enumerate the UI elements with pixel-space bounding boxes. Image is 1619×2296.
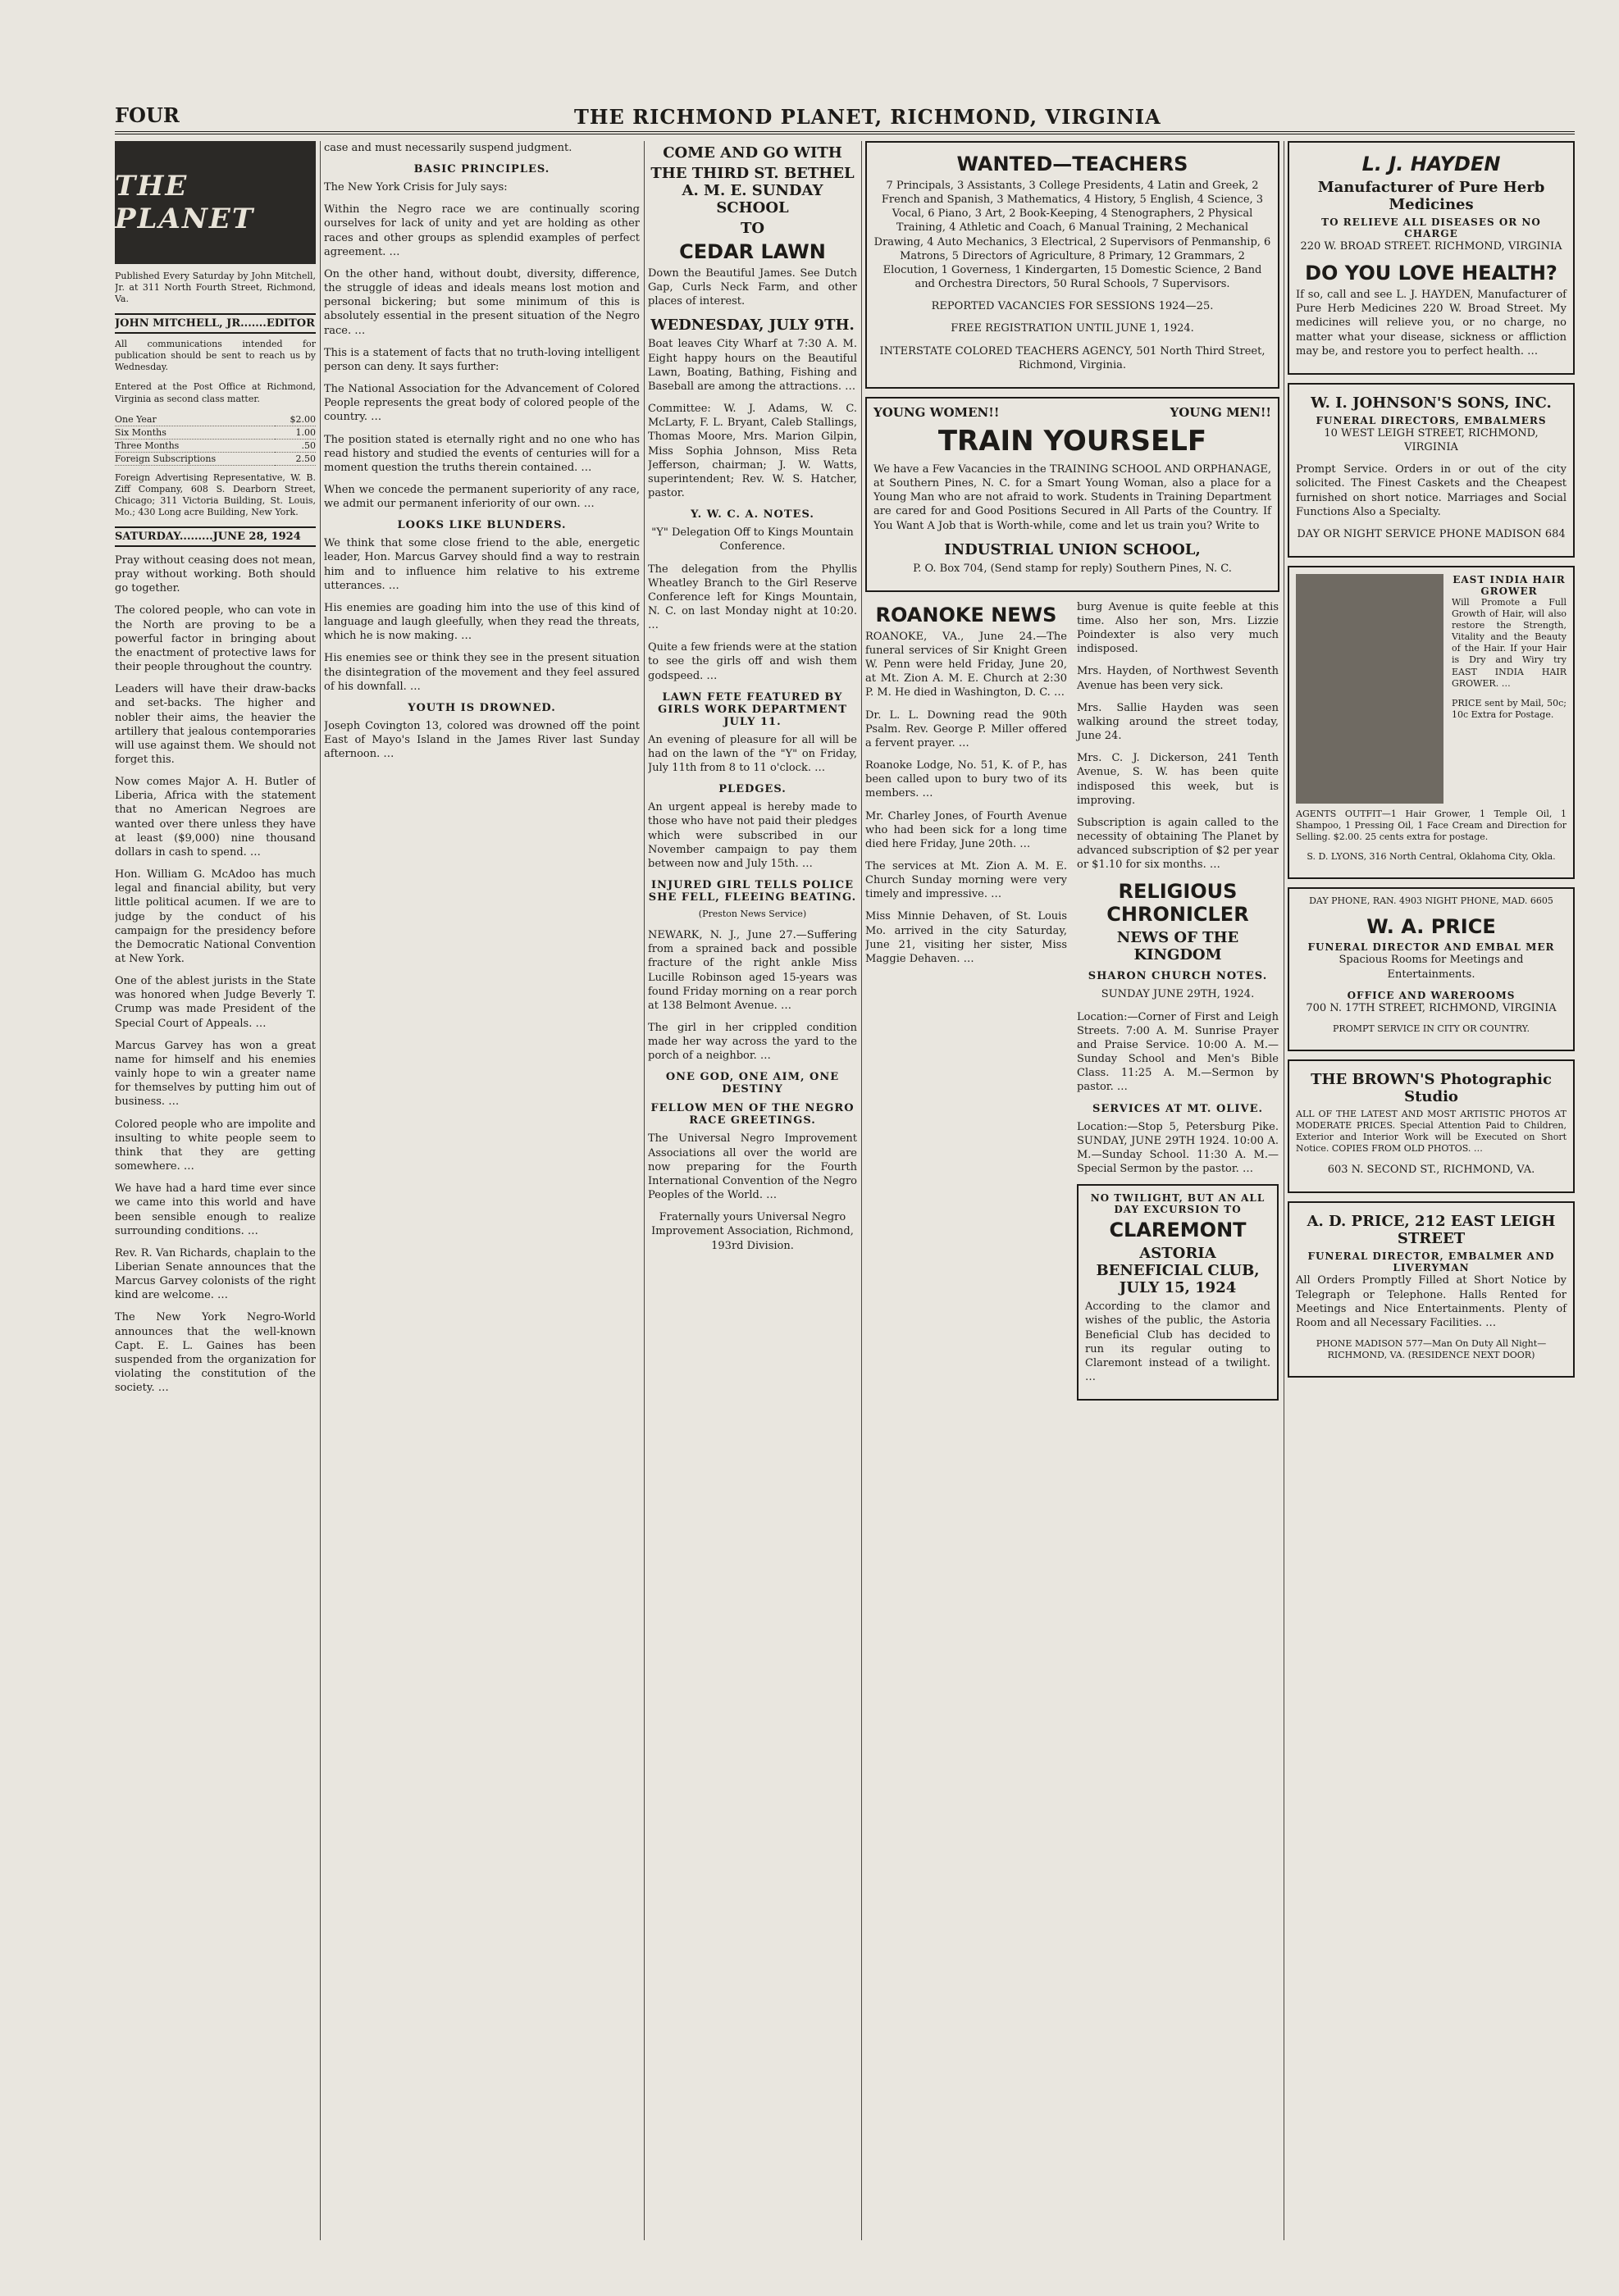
newspaper-title: THE RICHMOND PLANET, RICHMOND, VIRGINIA xyxy=(574,105,1161,129)
ad-label: YOUNG WOMEN!! xyxy=(873,404,1000,420)
price-ad xyxy=(1288,887,1575,1051)
article-paragraph: Joseph Covington 13, colored was drowned off the point East of Mayo's Island in the James River last Sunday afternoon. … xyxy=(324,719,640,761)
ad-line: TO RELIEVE ALL DISEASES OR NO CHARGE xyxy=(1321,216,1541,239)
rate-value: 1.00 xyxy=(275,426,316,439)
article-paragraph: When we concede the permanent superiority of any race, we admit our permanent inferiority of our own. … xyxy=(324,483,640,511)
ad-address: S. D. LYONS, 316 North Central, Oklahoma City, Okla. xyxy=(1307,851,1556,863)
ad-subhead: FUNERAL DIRECTORS, EMBALMERS xyxy=(1316,414,1547,426)
ad-body: Boat leaves City Wharf at 7:30 A. M. Eight happy hours on the Beautiful Lawn, Boating, Bathing, Fishing and Baseball are among the attractions. … xyxy=(648,338,857,393)
article-headline: PLEDGES. xyxy=(718,783,787,796)
article-paragraph: ROANOKE, VA., June 24.—The funeral services of Sir Knight Green W. Penn were held Friday, June 20, at Mt. Zion A. M. E. Church at 2:30 P. M. He died in Washington, D. C. … xyxy=(865,630,1067,699)
article-paragraph: Mrs. C. J. Dickerson, 241 Tenth Avenue, S. W. has been quite indisposed this week, but is improving. xyxy=(1077,752,1279,807)
ad-line: OFFICE AND WAREROOMS xyxy=(1347,989,1516,1001)
article-paragraph: The position stated is eternally right and no one who has read history and studied the events of centuries will for a moment question the truths therein contained. … xyxy=(324,433,640,474)
article-paragraph: Mr. Charley Jones, of Fourth Avenue who had been sick for a long time died here Friday, June 20th. … xyxy=(865,809,1067,850)
ad-body: Prompt Service. Orders in or out of the city solicited. The Finest Caskets and the Cheapest furnished on short notice. Marriages and Social Functions Also a Specialty. xyxy=(1296,463,1567,518)
ad-address: 700 N. 17TH STREET, RICHMOND, VIRGINIA xyxy=(1306,1001,1557,1014)
browns-ad xyxy=(1288,1059,1575,1193)
article-headline: BASIC PRINCIPLES. xyxy=(413,163,550,176)
rate-value: .50 xyxy=(275,439,316,452)
johnson-ad xyxy=(1288,383,1575,558)
ad-subhead: FUNERAL DIRECTOR, EMBALMER AND LIVERYMAN xyxy=(1307,1250,1555,1274)
article-source: (Preston News Service) xyxy=(698,909,807,919)
ad-address: INTERSTATE COLORED TEACHERS AGENCY, 501 North Third Street, Richmond, Virginia. xyxy=(879,344,1266,371)
article-paragraph: The services at Mt. Zion A. M. E. Church Sunday morning were very timely and impressive. … xyxy=(865,860,1067,901)
hayden-ad xyxy=(1288,141,1575,375)
article-paragraph: Dr. L. L. Downing read the 90th Psalm. Rev. George P. Miller offered a fervent prayer. … xyxy=(865,708,1067,749)
ad-line: TO xyxy=(740,220,765,237)
ad-subhead: ASTORIA BENEFICIAL CLUB, JULY 15, 1924 xyxy=(1096,1245,1260,1297)
editorial-paragraph: Pray without ceasing does not mean, pray without working. Both should go together. xyxy=(115,554,316,595)
article-paragraph: Location:—Stop 5, Petersburg Pike. SUNDAY, JUNE 29TH 1924. 10:00 A. M.—Sunday School. 11:30 A. M.—Special Sermon by the pastor. … xyxy=(1077,1120,1279,1176)
editorial-paragraph: One of the ablest jurists in the State was honored when Judge Beverly T. Crump was made President of the Special Court of Appeals. … xyxy=(115,975,316,1030)
rate-label: Foreign Subscriptions xyxy=(115,452,275,465)
issue-date: SATURDAY.........JUNE 28, 1924 xyxy=(115,526,316,547)
ad-price-ad xyxy=(1288,1201,1575,1378)
ad-headline: L. J. HAYDEN xyxy=(1361,153,1501,175)
rate-value: $2.00 xyxy=(275,413,316,426)
rate-row xyxy=(115,452,316,465)
claremont-ad xyxy=(1077,1184,1279,1401)
column-rule xyxy=(861,141,862,2240)
article-paragraph: The girl in her crippled condition made her way across the yard to the porch of a neighbor. … xyxy=(648,1022,857,1063)
page-number: FOUR xyxy=(115,103,180,127)
ad-line: NO TWILIGHT, BUT AN ALL DAY EXCURSION TO xyxy=(1090,1192,1266,1216)
article-headline: YOUTH IS DROWNED. xyxy=(408,701,556,714)
article-paragraph: Mrs. Hayden, of Northwest Seventh Avenue has been very sick. xyxy=(1077,665,1279,692)
wanted-teachers-ad xyxy=(865,141,1279,389)
news-split xyxy=(865,600,1279,1409)
ad-question: DO YOU LOVE HEALTH? xyxy=(1305,262,1557,285)
article-continuation: case and must necessarily suspend judgment. xyxy=(324,142,572,154)
rate-value: 2.50 xyxy=(275,452,316,465)
section-headline: RELIGIOUS CHRONICLER xyxy=(1106,880,1249,927)
article-paragraph: The delegation from the Phyllis Wheatley Branch to the Girl Reserve Conference left for Kings Mountain, N. C. on last Monday night at 10:20. … xyxy=(648,563,857,632)
editorial-paragraph: The colored people, who can vote in the North are proving to be a powerful factor in bringing about the enactment of protective laws for their people throughout the country. xyxy=(115,604,316,674)
rate-label: One Year xyxy=(115,413,275,426)
article-paragraph: His enemies see or think they see in the present situation the disintegration of the movement and they feel assured of his downfall. … xyxy=(324,652,640,693)
ad-headline: W. A. PRICE xyxy=(1366,915,1496,939)
article-paragraph: An evening of pleasure for all will be had on the lawn of the "Y" on Friday, July 11th from 8 to 11 o'clock. … xyxy=(648,733,857,775)
editorial-paragraph: Colored people who are impolite and insulting to white people seem to think that they are getting somewhere. … xyxy=(115,1118,316,1173)
ad-phones: DAY PHONE, RAN. 4903 NIGHT PHONE, MAD. 6605 xyxy=(1309,895,1553,907)
ad-committee: Committee: W. J. Adams, W. C. McLarty, F. L. Bryant, Caleb Stallings, Thomas Moore, Mrs. Marion Gilpin, Miss Sophia Johnson, Miss Reta Jefferson, chairman; J. W. Watts, superintendent; Rev. W. S. Hatcher, pastor. xyxy=(648,403,857,500)
article-paragraph: His enemies are goading him into the use of this kind of language and laugh gleefully, when they read the threats, which he is now making. … xyxy=(324,601,640,643)
ad-body: If so, call and see L. J. HAYDEN, Manufacturer of Pure Herb Medicines 220 W. Broad Street. My medicines will relieve you, or no charge, no matter what your disease, sickness or affliction may be, and restore you to perfect health. … xyxy=(1296,289,1567,358)
column-3 xyxy=(648,141,857,2240)
train-yourself-ad xyxy=(865,397,1279,592)
article-subhead: FELLOW MEN OF THE NEGRO RACE GREETINGS. xyxy=(650,1102,855,1128)
ad-body: Will Promote a Full Growth of Hair, will also restore the Strength, Vitality and the Beauty of the Hair. If your Hair is Dry and Wiry try EAST INDIA HAIR GROWER. … xyxy=(1452,597,1567,689)
article-paragraph: Quite a few friends were at the station to see the girls off and wish them godspeed. … xyxy=(648,641,857,682)
ad-headline: TRAIN YOURSELF xyxy=(937,424,1207,458)
article-headline: SERVICES AT MT. OLIVE. xyxy=(1092,1102,1264,1115)
column-4 xyxy=(865,141,1279,2240)
article-paragraph: The New York Crisis for July says: xyxy=(324,181,508,194)
religious-column xyxy=(1077,600,1279,1409)
ad-address: 603 N. SECOND ST., RICHMOND, VA. xyxy=(1327,1164,1535,1177)
ad-date: WEDNESDAY, JULY 9TH. xyxy=(650,317,855,335)
ad-top-line xyxy=(873,405,1271,420)
ad-body: We have a Few Vacancies in the TRAINING SCHOOL AND ORPHANAGE, at Southern Pines, N. C. for a Smart Young Woman, also a place for a Young Man who are not afraid to work. Students in Training Department are cared for and Good Positions Secured in All Parts of the Country. If You Want A Job that is Worth-while, come and let us train you? Write to xyxy=(873,462,1271,532)
logo-text: THE PLANET xyxy=(115,170,255,235)
article-headline: LOOKS LIKE BLUNDERS. xyxy=(397,519,567,532)
ad-line: Spacious Rooms for Meetings and Entertainments. xyxy=(1339,954,1524,981)
subscription-rates xyxy=(115,413,316,466)
column-2 xyxy=(324,141,640,2240)
editorial-paragraph: The New York Negro-World announces that the well-known Capt. E. L. Gaines has been suspended from the organization for violating the constitution of the society. … xyxy=(115,1311,316,1395)
column-1 xyxy=(115,141,316,2240)
rate-row xyxy=(115,426,316,439)
section-headline: ROANOKE NEWS xyxy=(875,603,1057,626)
ad-label: YOUNG MEN!! xyxy=(1170,404,1271,420)
page-header xyxy=(115,98,1575,134)
ad-description: Down the Beautiful James. See Dutch Gap, Curls Neck Farm, and other places of interest. xyxy=(648,267,857,308)
column-rule xyxy=(320,141,321,2240)
ad-headline: EAST INDIA HAIR GROWER xyxy=(1453,574,1566,598)
editorial-paragraph: Leaders will have their draw-backs and set-backs. The higher and nobler their aims, the heavier the artillery that jealous contemporaries will use against them. We should not forget this. xyxy=(115,683,316,766)
ad-address: P. O. Box 704, (Send stamp for reply) Southern Pines, N. C. xyxy=(913,562,1232,575)
publisher-note: Published Every Saturday by John Mitchell, Jr. at 311 North Fourth Street, Richmond, Va. xyxy=(115,271,316,305)
newspaper-page xyxy=(115,98,1575,2263)
ad-headline: CLAREMONT xyxy=(1109,1219,1247,1242)
ad-agents: AGENTS OUTFIT—1 Hair Grower, 1 Temple Oil, 1 Shampoo, 1 Pressing Oil, 1 Face Cream and Direction for Selling. $2.00. 25 cents extra for postage. xyxy=(1296,809,1567,843)
editorial-paragraph: We have had a hard time ever since we came into this world and have been sensible enough to realize surrounding conditions. … xyxy=(115,1182,316,1237)
ad-subhead: FUNERAL DIRECTOR AND EMBAL MER xyxy=(1307,941,1555,954)
rate-row xyxy=(115,439,316,452)
ad-body: All Orders Promptly Filled at Short Notice by Telegraph or Telephone. Halls Rented for Meetings and Nice Entertainments. Plenty of Room and all Necessary Facilities. … xyxy=(1296,1274,1567,1329)
rate-row xyxy=(115,413,316,426)
editorial-paragraph: Marcus Garvey has won a great name for himself and his enemies vainly hope to win a greater name for themselves by putting him out of business. … xyxy=(115,1039,316,1109)
ad-headline: A. D. PRICE, 212 EAST LEIGH STREET xyxy=(1307,1213,1556,1248)
masthead-logo xyxy=(115,141,316,264)
ad-line: PROMPT SERVICE IN CITY OR COUNTRY. xyxy=(1333,1023,1530,1034)
article-signature: Fraternally yours Universal Negro Improvement Association, Richmond, 193rd Division. xyxy=(651,1211,854,1252)
article-paragraph: NEWARK, N. J., June 27.—Suffering from a sprained back and possible fracture of the right ankle Miss Lucille Robinson aged 15-years was found Friday morning on a rear porch at 138 Belmont Avenue. … xyxy=(648,929,857,1012)
ad-address: 10 WEST LEIGH STREET, RICHMOND, VIRGINIA xyxy=(1324,426,1539,454)
ad-line: THE THIRD ST. BETHEL A. M. E. SUNDAY SCHOOL xyxy=(650,165,855,216)
ad-address: 220 W. BROAD STREET. RICHMOND, VIRGINIA xyxy=(1300,240,1562,253)
article-headline: Y. W. C. A. NOTES. xyxy=(691,508,814,522)
ad-headline: WANTED—TEACHERS xyxy=(956,153,1188,175)
article-paragraph: burg Avenue is quite feeble at this time. Also her son, Mrs. Lizzie Poindexter is also very much indisposed. xyxy=(1077,600,1279,656)
rate-label: Six Months xyxy=(115,426,275,439)
article-paragraph: Miss Minnie Dehaven, of St. Louis Mo. arrived in the city Saturday, June 21, visiting her sister, Miss Maggie Dehaven. … xyxy=(865,910,1067,965)
article-paragraph: Location:—Corner of First and Leigh Streets. 7:00 A. M. Sunrise Prayer and Praise Service. 10:00 A. M.—Sunday School and Men's Bible Class. 11:25 A. M.—Sermon by pastor. … xyxy=(1077,1010,1279,1094)
column-5 xyxy=(1288,141,1575,2240)
roanoke-column xyxy=(865,600,1067,1409)
article-headline: INJURED GIRL TELLS POLICE SHE FELL, FLEEING BEATING. xyxy=(648,879,857,904)
advertising-note: Foreign Advertising Representative, W. B. Ziff Company, 608 S. Dearborn Street, Chicago; 311 Victoria Building, St. Louis, Mo.; 430 Long acre Building, New York. xyxy=(115,472,316,517)
editor-line: JOHN MITCHELL, JR.......EDITOR xyxy=(115,313,316,334)
article-paragraph: This is a statement of facts that no truth-loving intelligent person can deny. It says further: xyxy=(324,346,640,373)
hair-grower-ad xyxy=(1288,566,1575,879)
postal-entry: Entered at the Post Office at Richmond, Virginia as second class matter. xyxy=(115,381,316,404)
article-paragraph: Subscription is again called to the necessity of obtaining The Planet by advanced subscription of $2 per year or $1.10 for six months. … xyxy=(1077,816,1279,872)
article-paragraph: Within the Negro race we are continually scoring ourselves for lack of unity and yet are holding as other races and other groups as splendid examples of perfect agreement. … xyxy=(324,203,640,258)
communications-note: All communications intended for publication should be sent to reach us by Wednesday. xyxy=(115,339,316,373)
ad-price: PRICE sent by Mail, 50c; 10c Extra for Postage. xyxy=(1452,697,1567,720)
article-paragraph: The Universal Negro Improvement Associations all over the world are now preparing for the Fourth International Convention of the Negro Peoples of the World. … xyxy=(648,1132,857,1202)
ad-line: COME AND GO WITH xyxy=(663,144,842,162)
section-subhead: NEWS OF THE KINGDOM xyxy=(1116,929,1239,964)
editorial-paragraph: Hon. William G. McAdoo has much legal and financial ability, but very little political acumen. If we are to judge by the conduct of his campaign for the presidency before the Democratic National Convention at New York. xyxy=(115,868,316,965)
article-paragraph: Mrs. Sallie Hayden was seen walking around the street today, June 24. xyxy=(1077,701,1279,743)
ad-phone: PHONE MADISON 577—Man On Duty All Night—RICHMOND, VA. (RESIDENCE NEXT DOOR) xyxy=(1316,1338,1547,1361)
article-paragraph: On the other hand, without doubt, diversity, difference, the struggle of ideas and ideals means lost motion and personal bickering; but some minimum of this is absolutely essential in the present situation of the Negro race. … xyxy=(324,267,640,337)
ad-body: ALL OF THE LATEST AND MOST ARTISTIC PHOTOS AT MODERATE PRICES. Special Attention Paid to Children, Exterior and Interior Work will be Executed on Short Notice. COPIES FROM OLD PHOTOS. … xyxy=(1296,1108,1567,1155)
ad-body: 7 Principals, 3 Assistants, 3 College Presidents, 4 Latin and Greek, 2 French and Spanish, 3 Mathematics, 4 History, 5 English, 4 Science, 3 Vocal, 6 Piano, 3 Art, 2 Book-Keeping, 4 Stenographers, 2 Physical Training, 4 Athletic and Coach, 6 Manual Training, 2 Mechanical Drawing, 4 Auto Mechanics, 3 Electrical, 2 Supervisors of Penmanship, 6 Matrons, 5 Directors of Agriculture, 8 Primary, 12 Grammars, 2 Elocution, 1 Governess, 1 Kindergarten, 15 Domestic Science, 2 Band and Orchestra Directors, 50 Rural Schools, 7 Supervisors. xyxy=(873,180,1271,291)
cedar-lawn-ad xyxy=(648,144,857,500)
article-paragraph: The National Association for the Advancement of Colored People represents the great body of colored people of the country. … xyxy=(324,383,640,424)
article-headline: LAWN FETE FEATURED BY GIRLS WORK DEPARTMENT JULY 11. xyxy=(658,690,847,728)
article-paragraph: We think that some close friend to the able, energetic leader, Hon. Marcus Garvey should find a way to restrain him and to influence him relative to his extreme utterances. … xyxy=(324,537,640,592)
ad-headline: CEDAR LAWN xyxy=(679,240,826,263)
ad-subhead: Manufacturer of Pure Herb Medicines xyxy=(1317,179,1545,213)
article-paragraph: Roanoke Lodge, No. 51, K. of P., has been called upon to bury two of its members. … xyxy=(865,759,1067,800)
ad-note: REPORTED VACANCIES FOR SESSIONS 1924—25. xyxy=(931,300,1214,313)
editorial-paragraph: Now comes Major A. H. Butler of Liberia, Africa with the statement that no American Negroes are wanted over there unless they have at least ($9,000) nine thousand dollars in cash to spend. … xyxy=(115,776,316,859)
rate-label: Three Months xyxy=(115,439,275,452)
column-rule xyxy=(644,141,645,2240)
article-subhead: "Y" Delegation Off to Kings Mountain Conference. xyxy=(651,526,854,554)
portrait-illustration xyxy=(1296,574,1443,804)
ad-school: INDUSTRIAL UNION SCHOOL, xyxy=(944,540,1201,558)
article-date: SUNDAY JUNE 29TH, 1924. xyxy=(1101,988,1255,1001)
editorial-paragraph: Rev. R. Van Richards, chaplain to the Liberian Senate announces that the Marcus Garvey colonists of the right kind are welcome. … xyxy=(115,1246,316,1302)
ad-headline: W. I. JOHNSON'S SONS, INC. xyxy=(1311,394,1552,412)
ad-body: According to the clamor and wishes of the public, the Astoria Beneficial Club has decided to run its regular outing to Claremont instead of a twilight. … xyxy=(1085,1301,1270,1383)
ad-note: FREE REGISTRATION UNTIL JUNE 1, 1924. xyxy=(951,322,1194,335)
article-headline: SHARON CHURCH NOTES. xyxy=(1088,970,1268,983)
article-headline: ONE GOD, ONE AIM, ONE DESTINY xyxy=(665,1071,840,1096)
article-paragraph: An urgent appeal is hereby made to those who have not paid their pledges which were subscribed in our November campaign to pay them between now and July 15th. … xyxy=(648,801,857,870)
ad-phone: DAY OR NIGHT SERVICE PHONE MADISON 684 xyxy=(1297,527,1566,540)
ad-headline: THE BROWN'S Photographic Studio xyxy=(1311,1070,1552,1105)
